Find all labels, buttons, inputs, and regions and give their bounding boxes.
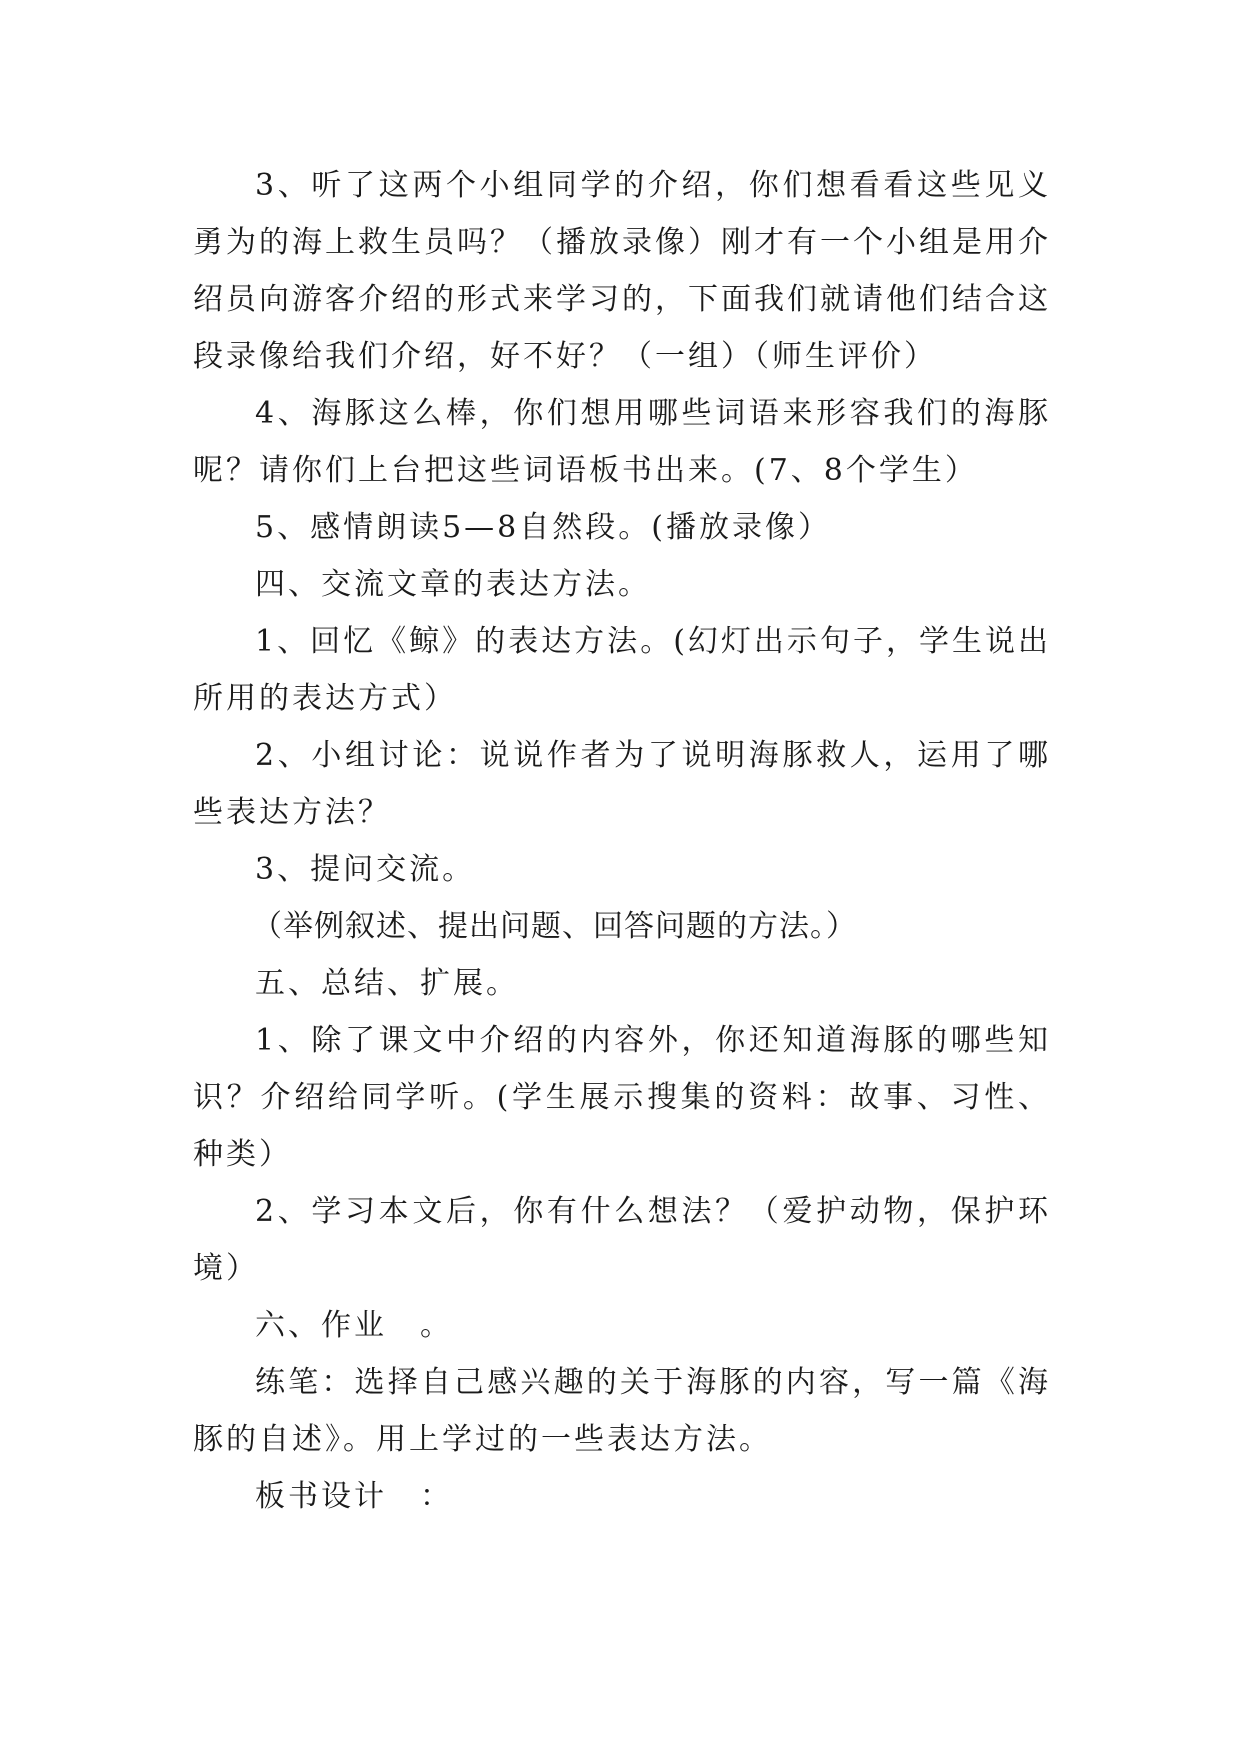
section-heading-six: 六、作业 。 (255, 1308, 453, 1343)
document-page (193, 157, 1051, 1525)
paragraph-step-5-read-aloud: 5、感情朗读5—8自然段。(播放录像） (255, 510, 831, 545)
paragraph-methods-note: （举例叙述、提出问题、回答问题的方法。） (252, 909, 857, 944)
paragraph-group-discussion: 2、小组讨论：说说作者为了说明海豚救人，运用了哪些表达方法？ (193, 738, 1051, 830)
section-heading-five: 五、总结、扩展。 (255, 966, 519, 1001)
paragraph-thoughts: 2、学习本文后，你有什么想法？（爱护动物，保护环境） (193, 1194, 1051, 1286)
paragraph-extra-knowledge: 1、除了课文中介绍的内容外，你还知道海豚的哪些知识？介绍给同学听。(学生展示搜集的资料：故事、习性、种类） (193, 1023, 1051, 1172)
section-heading-four: 四、交流文章的表达方法。 (255, 567, 651, 602)
paragraph-board-design: 板书设计 ： (255, 1479, 453, 1514)
paragraph-step-3-rescuers: 3、听了这两个小组同学的介绍，你们想看看这些见义勇为的海上救生员吗？（播放录像）刚才有一个小组是用介绍员向游客介绍的形式来学习的，下面我们就请他们结合这段录像给我们介绍，好不好？（一组）（师生评价） (193, 168, 1051, 374)
paragraph-writing-exercise: 练笔：选择自己感兴趣的关于海豚的内容，写一篇《海豚的自述》。用上学过的一些表达方法。 (193, 1365, 1051, 1457)
paragraph-recall-whale: 1、回忆《鲸》的表达方法。(幻灯出示句子，学生说出所用的表达方式） (193, 624, 1051, 716)
paragraph-step-4-describe-dolphin: 4、海豚这么棒，你们想用哪些词语来形容我们的海豚呢？请你们上台把这些词语板书出来。(7、8个学生） (193, 396, 1051, 488)
paragraph-question-exchange: 3、提问交流。 (255, 852, 476, 887)
